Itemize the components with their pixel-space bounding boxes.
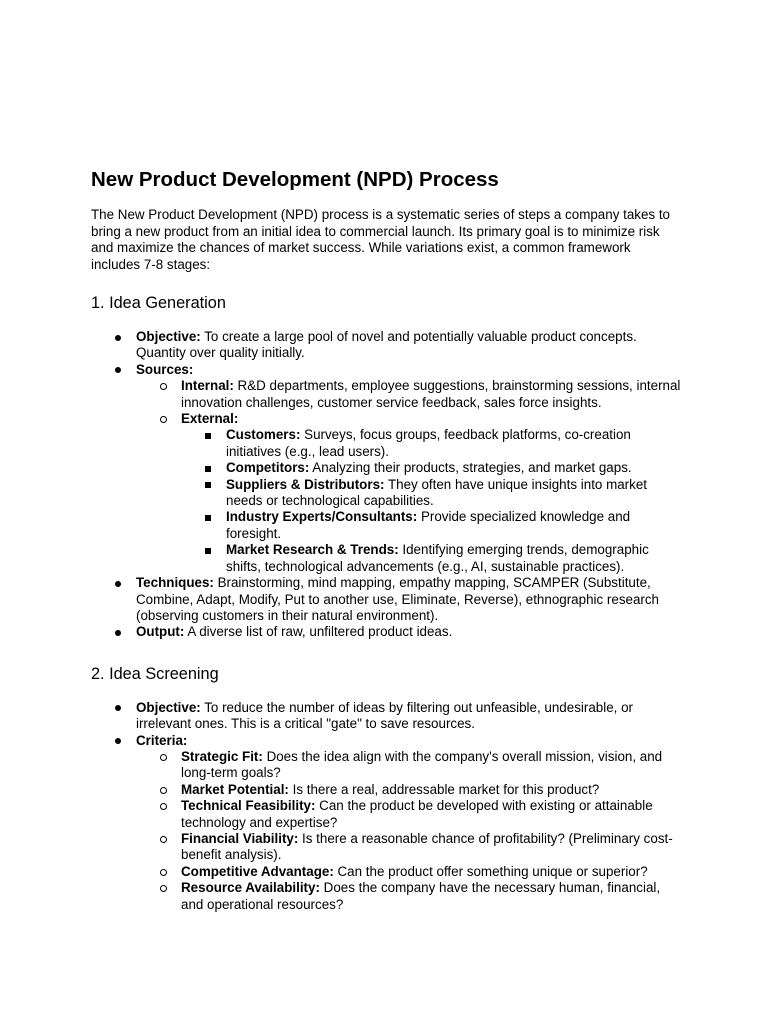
list-item — [91, 700, 681, 733]
bullet-dot-icon — [115, 630, 121, 636]
bullet-square-icon — [205, 482, 211, 488]
item-label: Suppliers & Distributors: — [226, 476, 385, 492]
intro-paragraph: The New Product Development (NPD) process is a systematic series of steps a company takes to bring a new product from an initial idea to commercial launch. Its primary goal is to minimize risk and maximize the chances of market success. While variations exist, a common framework includes 7-8 stages: — [91, 207, 671, 272]
list-item — [181, 509, 681, 542]
item-text: They often have unique insights into market needs or technological capabilities. — [226, 476, 648, 509]
item-label: Sources: — [136, 361, 194, 377]
item-text: R&D departments, employee suggestions, brainstorming sessions, internal innovation challenges, customer service feedback, sales force insights. — [181, 378, 681, 410]
section-heading-idea-screening: 2. Idea Screening — [91, 664, 219, 683]
list-item — [136, 378, 681, 411]
item-text: Brainstorming, mind mapping, empathy mapping, SCAMPER (Substitute, Combine, Adapt, Modify, Put to another use, Eliminate, Reverse), ethnographic research (observing customers in their natural environment). — [136, 575, 660, 623]
item-label: Market Potential: — [181, 781, 289, 797]
item-text: Identifying emerging trends, demographic shifts, technological advancements (e.g., AI, sustainable practices). — [226, 542, 649, 574]
list-item — [181, 542, 681, 575]
list-item — [91, 329, 681, 362]
bullet-square-icon — [205, 433, 211, 439]
item-text: Provide specialized knowledge and foresight. — [226, 509, 631, 541]
bullet-square-icon — [205, 515, 211, 521]
item-label: Competitors: — [226, 460, 310, 476]
idea-generation-list — [91, 329, 691, 641]
item-label: Market Research & Trends: — [226, 542, 399, 558]
item-label: Technical Feasibility: — [181, 798, 316, 814]
list-item — [181, 460, 681, 476]
list-item — [181, 427, 681, 460]
bullet-dot-icon — [115, 367, 121, 373]
list-item — [91, 624, 681, 640]
bullet-circle-icon — [160, 869, 167, 876]
item-text: Can the product offer something unique or superior? — [333, 863, 648, 879]
list-item — [136, 782, 681, 798]
list-item — [136, 411, 681, 575]
item-label: Competitive Advantage: — [181, 863, 334, 879]
sources-sublist — [136, 378, 681, 575]
page-title: New Product Development (NPD) Process — [91, 168, 499, 191]
bullet-square-icon — [205, 466, 211, 472]
item-text: Does the idea align with the company's overall mission, vision, and long-term goals? — [181, 748, 663, 781]
bullet-dot-icon — [115, 705, 121, 711]
bullet-circle-icon — [160, 836, 167, 843]
item-text: Is there a reasonable chance of profitability? (Preliminary cost-benefit analysis). — [181, 830, 673, 863]
item-text: Does the company have the necessary human, financial, and operational resources? — [181, 880, 661, 912]
bullet-circle-icon — [160, 754, 167, 761]
list-item — [136, 749, 681, 782]
item-label: Objective: — [136, 699, 201, 715]
item-label: Industry Experts/Consultants: — [226, 509, 418, 525]
item-label: Strategic Fit: — [181, 748, 263, 764]
item-text: Can the product be developed with existing or attainable technology and expertise? — [181, 798, 653, 830]
item-label: Output: — [136, 624, 185, 640]
bullet-circle-icon — [160, 416, 167, 423]
bullet-circle-icon — [160, 803, 167, 810]
bullet-circle-icon — [160, 787, 167, 794]
item-label: Financial Viability: — [181, 830, 299, 846]
list-item — [136, 831, 681, 864]
bullet-circle-icon — [160, 383, 167, 390]
bullet-circle-icon — [160, 885, 167, 892]
item-text: Analyzing their products, strategies, and market gaps. — [309, 460, 632, 476]
item-label: Criteria: — [136, 732, 188, 748]
external-sublist — [181, 427, 681, 575]
list-item — [91, 575, 681, 624]
bullet-dot-icon — [115, 738, 121, 744]
item-text: To create a large pool of novel and potentially valuable product concepts. Quantity over quality initially. — [136, 329, 637, 361]
item-label: Objective: — [136, 329, 201, 344]
idea-screening-list — [91, 700, 691, 913]
list-item — [136, 864, 681, 880]
item-text: Is there a real, addressable market for this product? — [288, 781, 600, 797]
item-label: Resource Availability: — [181, 880, 320, 896]
bullet-dot-icon — [115, 581, 121, 587]
item-text: To reduce the number of ideas by filtering out unfeasible, undesirable, or irrelevant ones. This is a critical "gate" to save resources. — [136, 699, 633, 732]
list-item — [181, 477, 681, 510]
list-item — [91, 733, 681, 913]
item-label: Techniques: — [136, 575, 214, 591]
criteria-sublist — [136, 749, 681, 913]
document-page — [91, 168, 691, 913]
item-text: A diverse list of raw, unfiltered product ideas. — [184, 624, 453, 640]
item-text: Surveys, focus groups, feedback platforms, co-creation initiatives (e.g., lead users). — [226, 427, 631, 459]
item-label: Internal: — [181, 378, 234, 394]
bullet-square-icon — [205, 548, 211, 554]
list-item — [91, 362, 681, 575]
list-item — [136, 880, 681, 913]
item-label: Customers: — [226, 427, 301, 443]
section-heading-idea-generation: 1. Idea Generation — [91, 294, 226, 312]
bullet-dot-icon — [115, 335, 121, 341]
list-item — [136, 798, 681, 831]
item-label: External: — [181, 411, 239, 427]
